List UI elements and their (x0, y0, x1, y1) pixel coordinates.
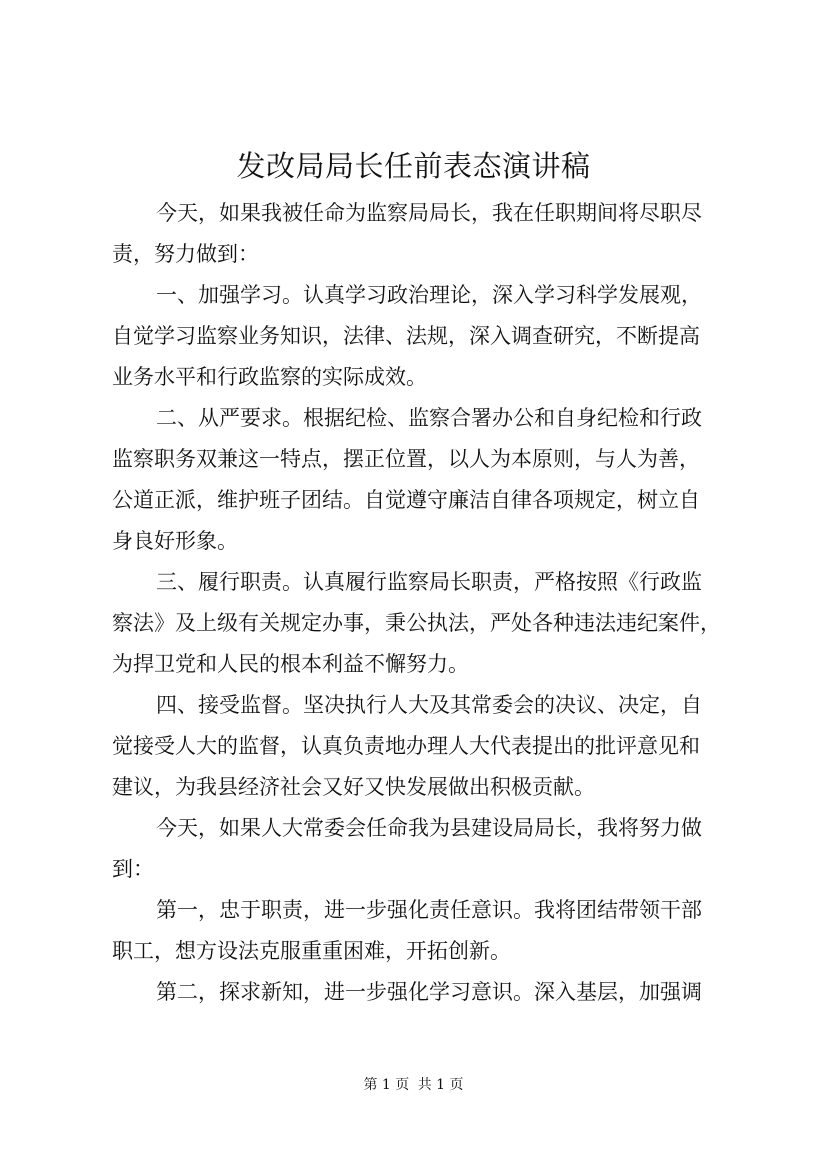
text-line: 第二，探求新知，进一步强化学习意识。深入基层，加强调 (156, 980, 702, 1004)
text-line: 身良好形象。 (112, 529, 238, 553)
text-line: 职工，想方设法克服重重困难，开拓创新。 (112, 939, 511, 963)
page-footer (0, 1075, 827, 1095)
text-line: 察法》及上级有关规定办事，秉公执法，严处各种违法违纪案件， (112, 611, 721, 635)
text-line: 二、从严要求。根据纪检、监察合署办公和自身纪检和行政 (156, 406, 702, 430)
text-line: 今天，如果我被任命为监察局局长，我在任职期间将尽职尽 (156, 201, 702, 225)
text-line: 觉接受人大的监督，认真负责地办理人大代表提出的批评意见和 (112, 734, 700, 758)
page-total: 共 1 页 (417, 1077, 464, 1093)
text-line: 自觉学习监察业务知识，法律、法规，深入调查研究，不断提高 (112, 324, 700, 348)
text-line: 责，努力做到： (112, 242, 259, 266)
text-line: 三、履行职责。认真履行监察局长职责，严格按照《行政监 (156, 570, 702, 594)
text-line: 为捍卫党和人民的根本利益不懈努力。 (112, 652, 469, 676)
text-line: 建议，为我县经济社会又好又快发展做出积极贡献。 (112, 775, 595, 799)
text-line: 业务水平和行政监察的实际成效。 (112, 365, 427, 389)
document-body (112, 193, 724, 1013)
text-line: 四、接受监督。坚决执行人大及其常委会的决议、决定，自 (156, 693, 702, 717)
text-line: 到： (112, 857, 154, 881)
document-title: 发改局局长任前表态演讲稿 (236, 149, 591, 183)
text-line: 一、加强学习。认真学习政治理论，深入学习科学发展观， (156, 283, 702, 307)
page-number: 第 1 页 (363, 1077, 410, 1093)
text-line: 第一，忠于职责，进一步强化责任意识。我将团结带领干部 (156, 898, 702, 922)
text-line: 今天，如果人大常委会任命我为县建设局局长，我将努力做 (156, 816, 702, 840)
text-line: 监察职务双兼这一特点，摆正位置，以人为本原则，与人为善， (112, 447, 700, 471)
text-line: 公道正派，维护班子团结。自觉遵守廉洁自律各项规定，树立自 (112, 488, 700, 512)
